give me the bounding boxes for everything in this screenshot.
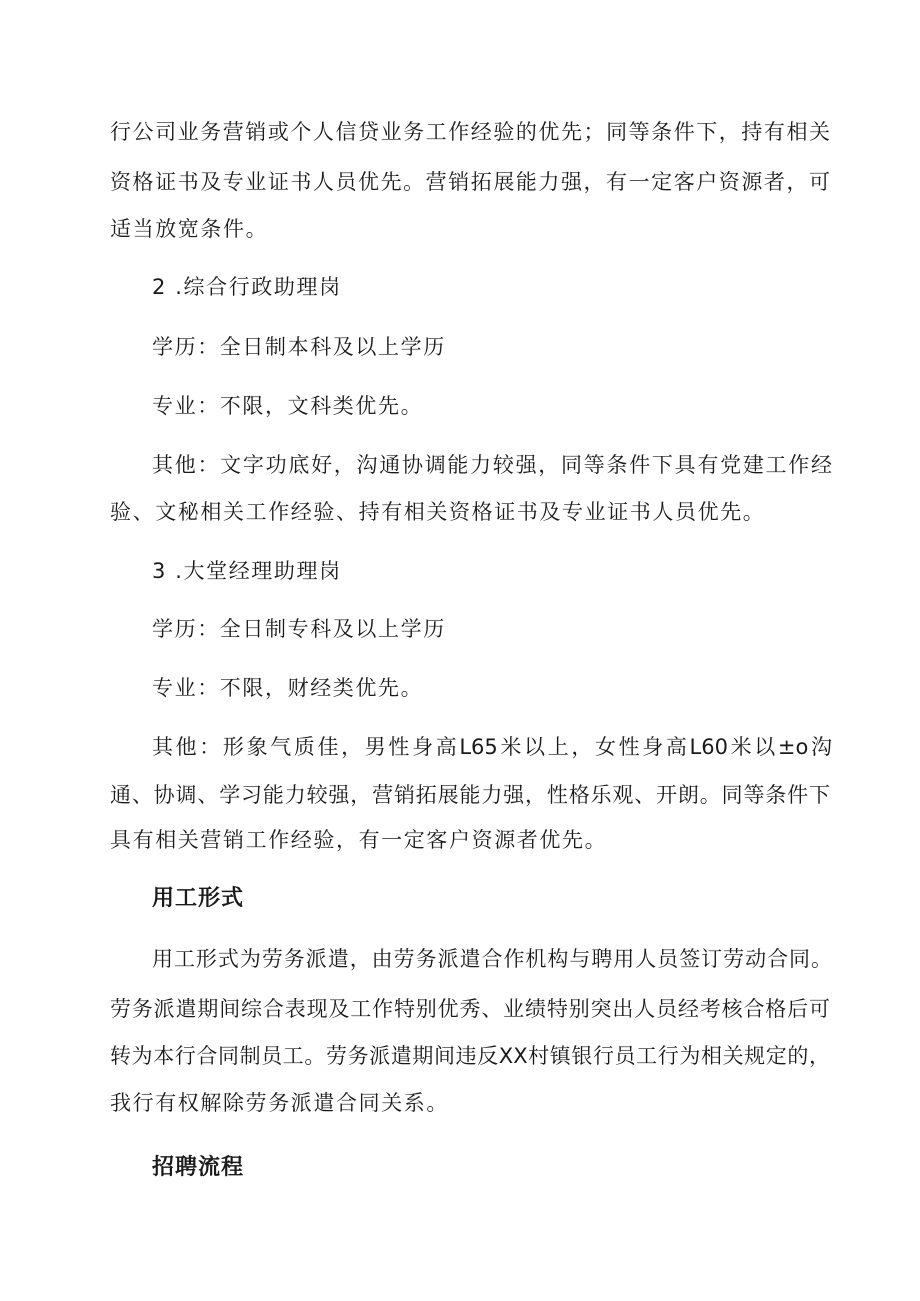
position-2-other-line-1: 其他：文字功底好，沟通协调能力较强，同等条件下具有党建工作经 <box>152 453 832 477</box>
intro-line-3: 适当放宽条件。 <box>110 217 269 241</box>
intro-line-2: 资格证书及专业证书人员优先。营销拓展能力强，有一定客户资源者，可 <box>110 170 830 194</box>
position-3-major: 专业：不限，财经类优先。 <box>152 676 424 700</box>
position-3-other-line-3: 具有相关营销工作经验，有一定客户资源者优先。 <box>110 828 608 852</box>
employment-line-2: 劳务派遣期间综合表现及工作特别优秀、业绩特别突出人员经考核合格后可 <box>110 997 830 1021</box>
recruitment-heading: 招聘流程 <box>152 1155 245 1180</box>
position-2-title: 2 .综合行政助理岗 <box>152 275 342 299</box>
employment-heading: 用工形式 <box>152 886 245 911</box>
employment-line-3: 转为本行合同制员工。劳务派遣期间违反XX村镇银行员工行为相关规定的， <box>110 1044 830 1068</box>
position-2-education: 学历：全日制本科及以上学历 <box>152 335 446 359</box>
employment-line-1: 用工形式为劳务派遣，由劳务派遣合作机构与聘用人员签订劳动合同。 <box>152 947 832 971</box>
position-2-major: 专业：不限，文科类优先。 <box>152 394 424 418</box>
position-3-title: 3 .大堂经理助理岗 <box>152 559 342 583</box>
position-2-other-line-2: 验、文秘相关工作经验、持有相关资格证书及专业证书人员优先。 <box>110 500 766 524</box>
position-3-education: 学历：全日制专科及以上学历 <box>152 617 446 641</box>
employment-line-4: 我行有权解除劳务派遣合同关系。 <box>110 1091 449 1115</box>
position-3-other-line-1: 其他：形象气质佳，男性身高L65米以上，女性身高L60米以±o沟 <box>152 735 832 759</box>
position-3-other-line-2: 通、协调、学习能力较强，营销拓展能力强，性格乐观、开朗。同等条件下 <box>110 783 830 807</box>
intro-line-1: 行公司业务营销或个人信贷业务工作经验的优先；同等条件下，持有相关 <box>110 120 830 144</box>
